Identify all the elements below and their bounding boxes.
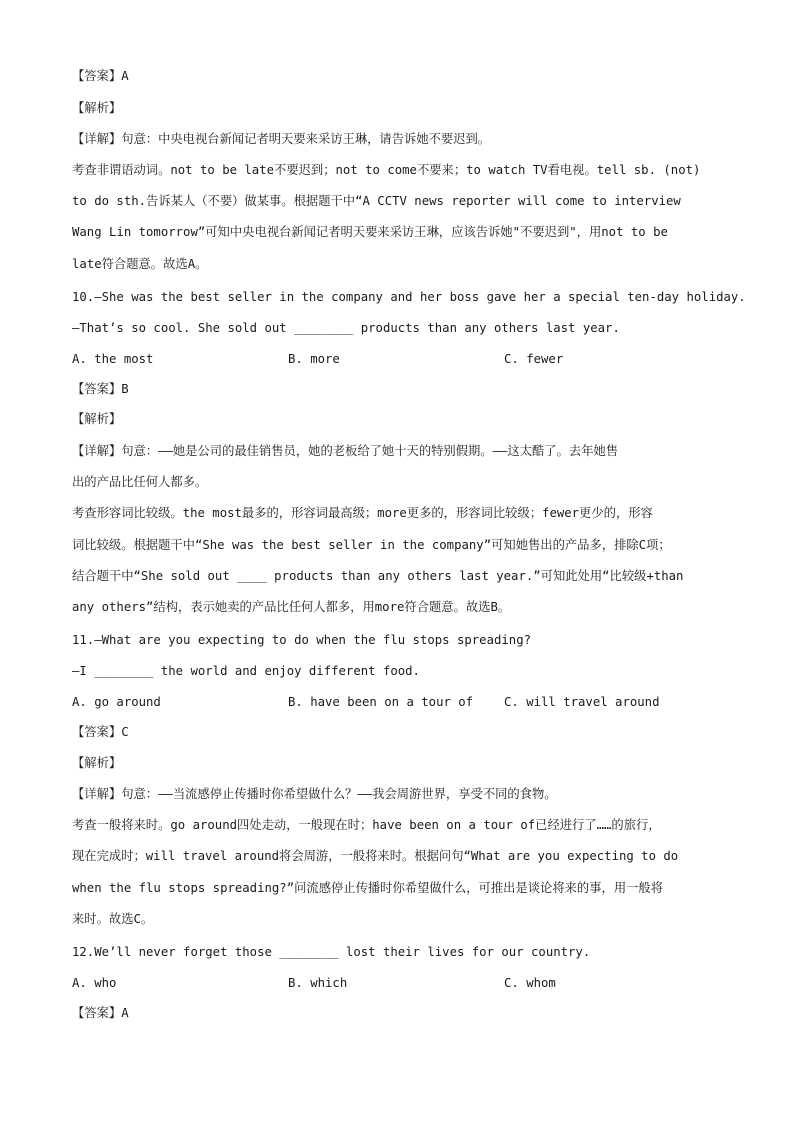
explanation-text: 现在完成时；will travel around将会周游，一般将来时。根据问句“What are you expecting to do [72, 849, 679, 863]
q10-option-c: C. fewer [504, 352, 564, 366]
q11-option-b: B. have been on a tour of [288, 695, 474, 709]
answer-label: 【答案】B [72, 382, 129, 396]
detail-text: 【详解】句意：——她是公司的最佳销售员，她的老板给了她十天的特别假期。——这太酷了。去年她售 [72, 444, 619, 458]
explanation-text: to do sth.告诉某人（不要）做某事。根据题干中“A CCTV news reporter will come to interview [72, 194, 681, 208]
q12-option-c: C. whom [504, 976, 556, 990]
explanation-text: when the flu stops spreading?”问流感停止传播时你希望做什么，可推出是谈论将来的事，用一般将 [72, 881, 664, 895]
analysis-label: 【解析】 [72, 101, 122, 115]
explanation-text: 考查一般将来时。go around四处走动，一般现在时；have been on a tour of已经进行了……的旅行， [72, 818, 661, 832]
detail-text: 出的产品比任何人都多。 [72, 475, 208, 489]
q12-option-a: A. who [72, 976, 117, 990]
q10-option-b: B. more [288, 352, 340, 366]
question-12-stem: 12.We’ll never forget those ________ lost their lives for our country. [72, 945, 591, 959]
answer-label: 【答案】A [72, 69, 129, 83]
q12-option-b: B. which [288, 976, 348, 990]
answer-label: 【答案】A [72, 1006, 129, 1020]
analysis-label: 【解析】 [72, 412, 122, 426]
question-10-reply: —That’s so cool. She sold out ________ products than any others last year. [72, 321, 620, 335]
analysis-label: 【解析】 [72, 756, 122, 770]
explanation-text: 词比较级。根据题干中“She was the best seller in the company”可知她售出的产品多，排除C项； [72, 538, 671, 552]
question-11-reply: —I ________ the world and enjoy different food. [72, 664, 420, 678]
q11-option-c: C. will travel around [504, 695, 660, 709]
detail-text: 【详解】句意：中央电视台新闻记者明天要来采访王琳，请告诉她不要迟到。 [72, 132, 491, 146]
explanation-text: 结合题干中“She sold out ____ products than any others last year.”可知此处用“比较级+than [72, 569, 684, 583]
explanation-text: 考查形容词比较级。the most最多的，形容词最高级；more更多的，形容词比较级；fewer更少的，形容 [72, 506, 653, 520]
question-10-stem: 10.—She was the best seller in the company and her boss gave her a special ten-day holiday. [72, 290, 746, 304]
q11-option-a: A. go around [72, 695, 161, 709]
explanation-text: 考查非谓语动词。not to be late不要迟到；not to come不要来；to watch TV看电视。tell sb. (not) [72, 163, 701, 177]
detail-text: 【详解】句意：——当流感停止传播时你希望做什么？——我会周游世界，享受不同的食物。 [72, 787, 557, 801]
question-11-stem: 11.—What are you expecting to do when the flu stops spreading? [72, 633, 532, 647]
answer-label: 【答案】C [72, 725, 129, 739]
explanation-text: Wang Lin tomorrow”可知中央电视台新闻记者明天要来采访王琳，应该告诉她"不要迟到"，用not to be [72, 225, 668, 239]
explanation-text: late符合题意。故选A。 [72, 257, 208, 271]
q10-option-a: A. the most [72, 352, 154, 366]
explanation-text: 来时。故选C。 [72, 912, 154, 926]
explanation-text: any others”结构，表示她卖的产品比任何人都多，用more符合题意。故选B。 [72, 600, 511, 614]
